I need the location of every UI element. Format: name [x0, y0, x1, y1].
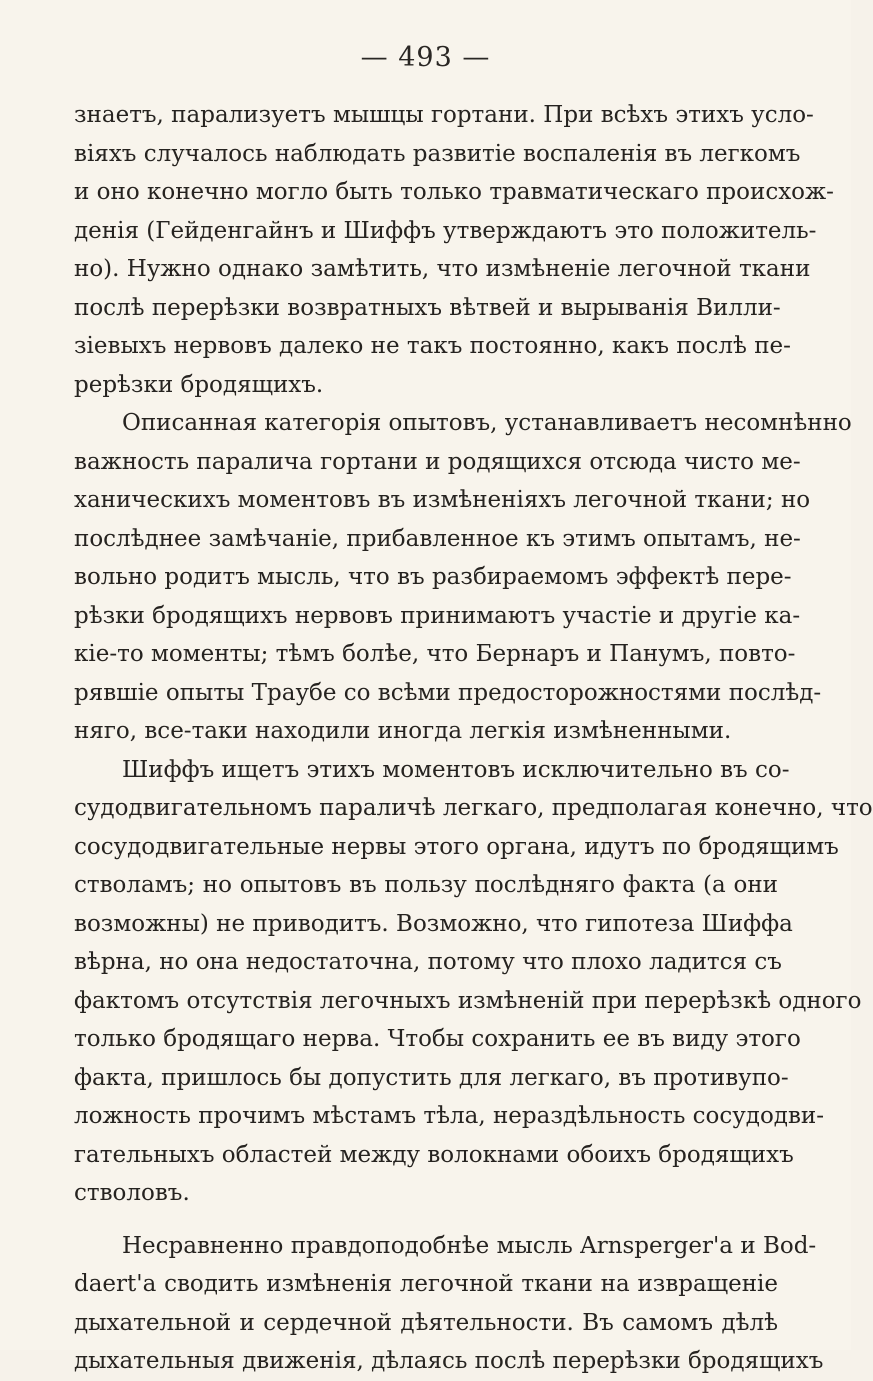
paragraph-2 — [74, 404, 852, 751]
text-line: возможны) не приводитъ. Возможно, что гипотеза Шиффа — [74, 910, 793, 937]
text-line: Шиффъ ищетъ этихъ моментовъ исключительно въ со- — [122, 756, 790, 783]
text-line: и оно конечно могло быть только травматическаго происхож- — [74, 179, 834, 205]
text-line: зіевыхъ нервовъ далеко не такъ постоянно, какъ послѣ пе- — [74, 333, 791, 359]
text-line: фактомъ отсутствія легочныхъ измѣненій при перерѣзкѣ одного — [74, 987, 862, 1014]
text-line: послѣднее замѣчаніе, прибавленное къ этимъ опытамъ, не- — [74, 525, 801, 552]
text-line: ханическихъ моментовъ въ измѣненіяхъ легочной ткани; но — [74, 487, 811, 513]
text-line: Несравненно правдоподобнѣе мысль Arnsperger'а и Bod- — [122, 1232, 817, 1259]
page-number: — 493 — — [360, 42, 491, 73]
text-line: кіе-то моменты; тѣмъ болѣе, что Бернаръ и Панумъ, повто- — [74, 641, 796, 667]
text-line: судодвигательномъ параличѣ легкаго, предполагая конечно, что — [74, 795, 873, 821]
text-line: дыхательной и сердечной дѣятельности. Въ самомъ дѣлѣ — [74, 1309, 778, 1336]
text-line: послѣ перерѣзки возвратныхъ вѣтвей и вырыванія Вилли- — [74, 294, 781, 321]
text-line: стволамъ; но опытовъ въ пользу послѣдняго факта (а они — [74, 872, 778, 898]
paragraph-4 — [74, 1227, 824, 1381]
text-line: рерѣзки бродящихъ. — [74, 371, 324, 398]
paragraph-3 — [74, 751, 873, 1213]
text-line: стволовъ. — [74, 1180, 190, 1206]
text-line: дыхательныя движенія, дѣлаясь послѣ перерѣзки бродящихъ — [74, 1348, 824, 1374]
text-line: няго, все-таки находили иногда легкія измѣненными. — [74, 718, 732, 744]
text-line: факта, пришлось бы допустить для легкаго, въ противупо- — [74, 1064, 789, 1091]
paragraph-1 — [74, 96, 834, 404]
text-line: денія (Гейденгайнъ и Шиффъ утверждаютъ это положитель- — [74, 217, 817, 244]
text-line: віяхъ случалось наблюдать развитіе воспаленія въ легкомъ — [74, 140, 801, 167]
text-line: ложность прочимъ мѣстамъ тѣла, нераздѣльность сосудодви- — [74, 1103, 825, 1129]
text-line: только бродящаго нерва. Чтобы сохранить ее въ виду этого — [74, 1026, 801, 1052]
text-line: рявшіе опыты Траубе со всѣми предосторожностями послѣд- — [74, 679, 822, 706]
text-line: сосудодвигательные нервы этого органа, идутъ по бродящимъ — [74, 833, 839, 860]
text-line: но). Нужно однако замѣтить, что измѣненіе легочной ткани — [74, 256, 811, 282]
text-line: рѣзки бродящихъ нервовъ принимаютъ участіе и другіе ка- — [74, 602, 801, 629]
page-body-text — [74, 96, 873, 1381]
paragraph-spacer — [74, 1213, 778, 1227]
text-line: вѣрна, но она недостаточна, потому что плохо ладится съ — [74, 949, 782, 975]
text-line: daert'а сводить измѣненія легочной ткани на извращеніе — [74, 1271, 778, 1297]
text-line: Описанная категорія опытовъ, устанавливаетъ несомнѣнно — [122, 410, 852, 436]
text-line: вольно родитъ мысль, что въ разбираемомъ эффектѣ пере- — [74, 564, 792, 590]
text-line: знаетъ, парализуетъ мышцы гортани. При всѣхъ этихъ усло- — [74, 102, 814, 128]
text-line: гательныхъ областей между волокнами обоихъ бродящихъ — [74, 1141, 794, 1168]
text-line: важность паралича гортани и родящихся отсюда чисто ме- — [74, 448, 801, 475]
